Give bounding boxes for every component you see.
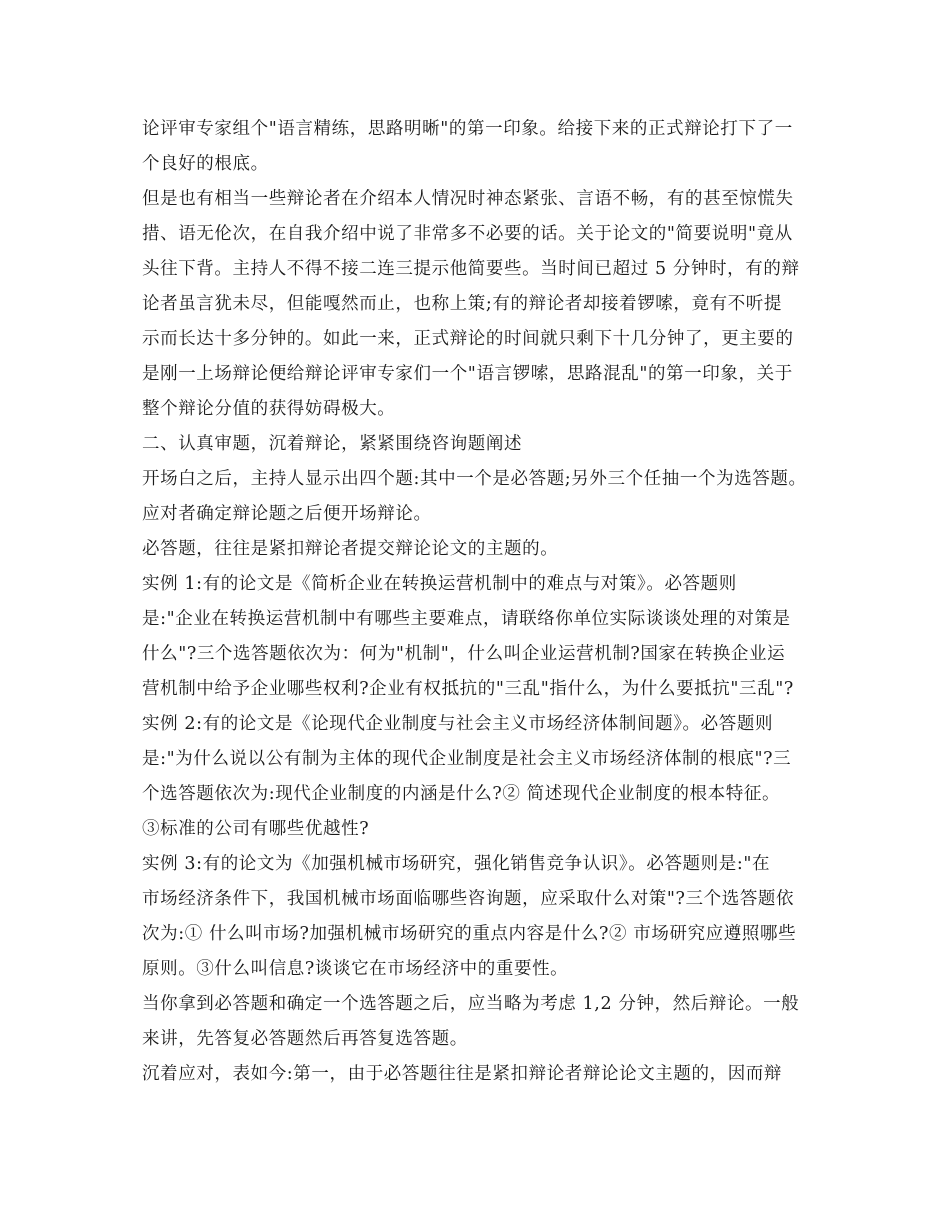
text-line: 原则。③什么叫信息?谈谈它在市场经济中的重要性。 — [142, 959, 569, 979]
text-line: 当你拿到必答题和确定一个选答题之后，应当略为考虑 1,2 分钟，然后辩论。一般 — [142, 994, 800, 1014]
text-line: ③标准的公司有哪些优越性? — [142, 819, 370, 839]
section-heading: 二、认真审题，沉着辩论，紧紧围绕咨询题阐述 — [142, 434, 523, 454]
text-line: 沉着应对，表如今:第一，由于必答题往往是紧扣辩论者辩论论文主题的，因而辩 — [142, 1064, 782, 1084]
text-line: 次为:① 什么叫市场?加强机械市场研究的重点内容是什么?② 市场研究应遵照哪些 — [142, 924, 797, 944]
text-line: 示而长达十多分钟的。如此一来，正式辩论的时间就只剩下十几分钟了，更主要的 — [142, 329, 794, 349]
text-line: 市场经济条件下，我国机械市场面临哪些咨询题，应采取什么对策"?三个选答题依 — [142, 889, 795, 909]
text-line: 个良好的根底。 — [142, 154, 269, 174]
text-line: 头往下背。主持人不得不接二连三提示他简要些。当时间已超过 5 分钟时，有的辩 — [142, 259, 800, 279]
text-line: 整个辩论分值的获得妨碍极大。 — [142, 399, 396, 419]
text-line: 什么"?三个选答题依次为：何为"机制"，什么叫企业运营机制?国家在转换企业运 — [142, 644, 786, 664]
text-line: 营机制中给予企业哪些权利?企业有权抵抗的"三乱"指什么，为什么要抵抗"三乱"? — [142, 679, 794, 699]
text-line: 个选答题依次为:现代企业制度的内涵是什么?② 简述现代企业制度的根本特征。 — [142, 784, 781, 804]
text-line: 实例 3:有的论文为《加强机械市场研究，强化销售竞争认识》。必答题则是:"在 — [142, 854, 771, 874]
text-line: 论者虽言犹未尽，但能嘎然而止，也称上策;有的辩论者却接着锣嗦，竟有不听提 — [142, 294, 782, 314]
text-line: 实例 1:有的论文是《简析企业在转换运营机制中的难点与对策》。必答题则 — [142, 574, 737, 594]
document-body — [142, 112, 822, 1092]
text-line: 措、语无伦次，在自我介绍中说了非常多不必要的话。关于论文的"简要说明"竟从 — [142, 224, 793, 244]
text-line: 应对者确定辩论题之后便开场辩论。 — [142, 504, 432, 524]
text-line: 开场白之后，主持人显示出四个题:其中一个是必答题;另外三个任抽一个为选答题。 — [142, 469, 807, 489]
text-line: 是:"为什么说以公有制为主体的现代企业制度是社会主义市场经济体制的根底"?三 — [142, 749, 792, 769]
text-line: 是:"企业在转换运营机制中有哪些主要难点，请联络你单位实际谈谈处理的对策是 — [142, 609, 791, 629]
text-line: 实例 2:有的论文是《论现代企业制度与社会主义市场经济体制间题》。必答题则 — [142, 714, 774, 734]
text-line: 但是也有相当一些辩论者在介绍本人情况时神态紧张、言语不畅，有的甚至惊慌失 — [142, 189, 794, 209]
text-line: 论评审专家组个"语言精练，思路明晰"的第一印象。给接下来的正式辩论打下了一 — [142, 119, 793, 139]
text-line: 是刚一上场辩论便给辩论评审专家们一个"语言锣嗦，思路混乱"的第一印象，关于 — [142, 364, 793, 384]
text-line: 来讲，先答复必答题然后再答复选答题。 — [142, 1029, 468, 1049]
text-line: 必答题，往往是紧扣辩论者提交辩论论文的主题的。 — [142, 539, 559, 559]
